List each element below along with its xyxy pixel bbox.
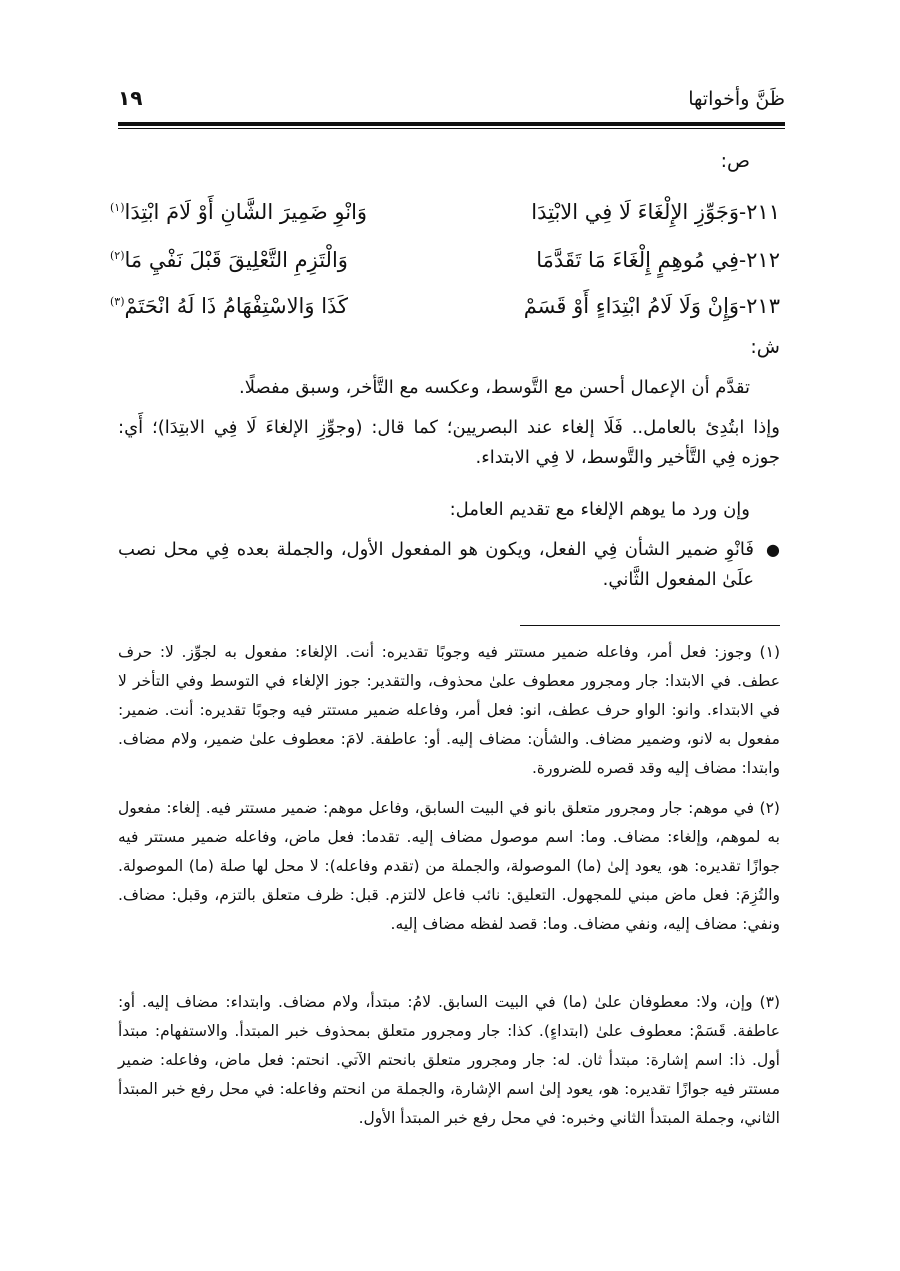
bullet-icon: ● [766,540,780,559]
footnote-separator [520,625,780,626]
header-rule-thick [118,122,785,126]
verse-line [110,290,780,330]
commentary-paragraph: تقدَّم أن الإعمال أحسن مع التَّوسط، وعكسه مع التَّأخر، وسبق مفصلًا. [238,377,750,398]
footnote-number: (٣) [759,993,780,1011]
verse-line [110,196,780,236]
page-header [118,84,785,124]
footnote-text: في موهم: جار ومجرور متعلق بانو في البيت السابق، وفاعل موهم: ضمير مستتر فيه. إلغاء: مفعول به لموهم، وإلغاء: مضاف. وما: اسم موصول مضاف إليه. تقدما: فعل ماض، وفاعله ضمير مستتر فيه جوازًا تقديره: هو، يعود إلىٰ (ما) الموصولة، والجملة من (تقدم وفاعله): لا محل لها صلة (ما) الموصولة. والتُزِمَ: فعل ماض مبني للمجهول. التعليق: نائب فاعل لالتزم. قبل: ظرف متعلق بالتزم، وقبل: مضاف. ونفي: مضاف إليه، ونفي مضاف. وما: قصد لفظه مضاف إليه. [118,799,780,933]
footnote-marker[interactable]: (١) [110,201,125,214]
footnote-number: (٢) [759,799,780,817]
commentary-paragraph: وإن ورد ما يوهم الإلغاء مع تقديم العامل: [449,499,750,520]
footnote-text: وإن، ولا: معطوفان علىٰ (ما) في البيت السابق. لامُ: مبتدأ، ولام مضاف. وابتداء: مضاف إليه. أو: عاطفة. قَسَمْ: معطوف علىٰ (ابتداءٍ). كذا: جار ومجرور متعلق بمحذوف خبر المبتدأ. والاستفهام: مبتدأ أول. ذا: اسم إشارة: مبتدأ ثان. له: جار ومجرور متعلق بانحتم الآتي. انحتم: فعل ماض، وفاعله: ضمير مستتر فيه جوازًا تقديره: هو، يعود إلىٰ اسم الإشارة، والجملة من انحتم وفاعله: في محل رفع خبر المبتدأ الثاني، وجملة المبتدأ الثاني وخبره: في محل رفع خبر المبتدأ الأول. [118,993,780,1127]
footnote [118,794,780,939]
page-title: ظَنَّ وأخواتها [688,88,785,110]
header-rule-thin [118,128,785,129]
footnote-text: وجوز: فعل أمر، وفاعله ضمير مستتر فيه وجوبًا تقديره: أنت. الإلغاء: مفعول به لجوِّز. لا: حرف عطف. في الابتدا: جار ومجرور معطوف علىٰ محذوف، والتقدير: جوز الإلغاء في التوسط وفي التأخر لا في الابتداء. وانو: الواو حرف عطف، انو: فعل أمر، وفاعله ضمير مستتر فيه وجوبًا تقديره: أنت. ضمير: مفعول به لانو، وضمير مضاف. والشأن: مضاف إليه. أو: عاطفة. لامَ: معطوف علىٰ ضمير، ولام مضاف. وابتدا: مضاف إليه وقد قصره للضرورة. [118,643,780,777]
verse-first-hemistich: ٢١٢-فِي مُوهِمٍ إِلْغَاءَ مَا تَقَدَّمَا [536,248,780,272]
verse-first-hemistich: ٢١٣-وَإِنْ وَلَا لَامُ ابْتِدَاءٍ أَوْ قَسَمْ [523,294,780,318]
commentary-paragraph: وإذا ابتُدِئ بالعامل.. فَلَا إلغاء عند البصريين؛ كما قال: (وجوِّزِ الإلغاءَ لَا فِي الابتِدَا)؛ أَي: جوزه فِي التَّأخير والتَّوسط، لا فِي الابتداء. [118,417,780,468]
verse-second-hemistich: وَالْتَزِمِ التَّعْلِيقَ قَبْلَ نَفْيِ مَا$^{(٢)}$ [110,248,348,272]
sharh-label: ش: [750,336,780,358]
verse-line [110,244,780,284]
verse-first-hemistich: ٢١١-وَجَوِّزِ الإِلْغَاءَ لَا فِي الابْتِدَا [531,200,780,224]
page-number: ١٩ [118,86,143,110]
footnote-marker[interactable]: (٣) [110,295,125,308]
footnote-number: (١) [759,643,780,661]
verse-second-hemistich: كَذَا وَالاسْتِفْهَامُ ذَا لَهُ انْحَتَمْ$^{(٣)}$ [110,294,349,318]
footnote-marker[interactable]: (٢) [110,249,125,262]
footnote [118,638,780,783]
bullet-text: فَانْوِ ضمير الشأن فِي الفعل، ويكون هو المفعول الأول، والجملة بعده فِي محل نصب علَىٰ المفعول الثَّاني. [118,539,754,590]
footnote [118,988,780,1133]
bullet-item [118,535,780,595]
matn-label: ص: [720,150,750,172]
verse-second-hemistich: وَانْوِ ضَمِيرَ الشَّانِ أَوْ لَامَ ابْتِدَا$^{(١)}$ [110,200,368,224]
